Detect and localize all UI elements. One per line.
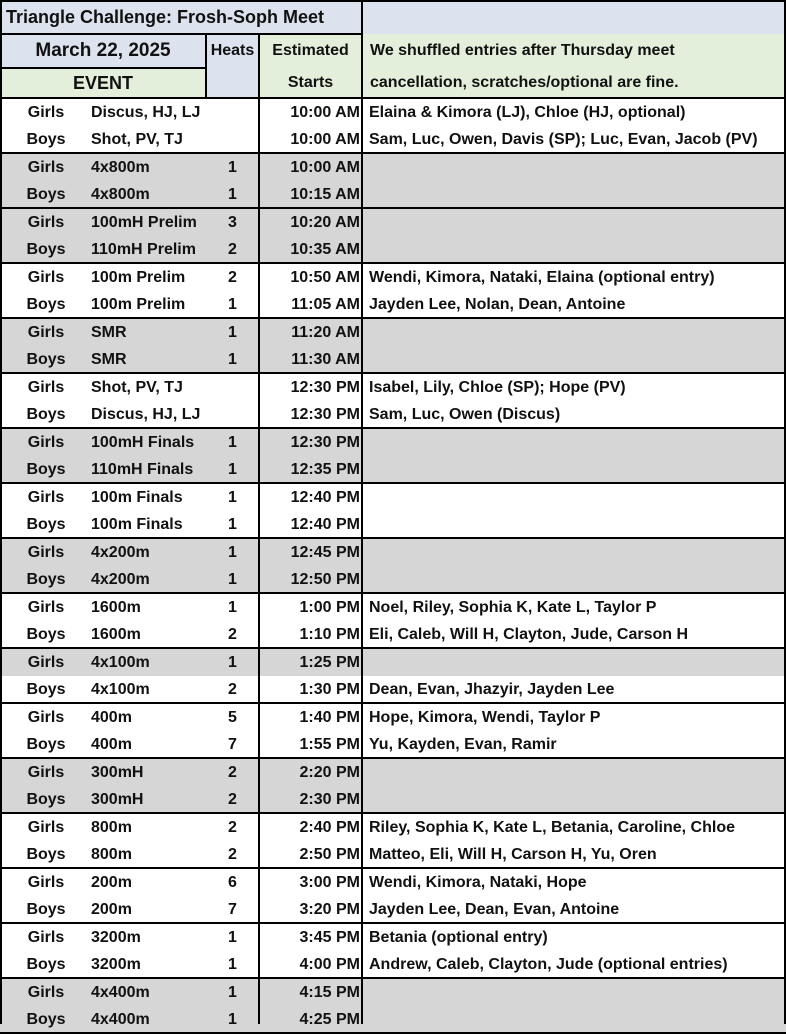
entries-cell xyxy=(369,1006,783,1033)
header-vrule-starts xyxy=(361,0,363,98)
entries-cell: Yu, Kayden, Evan, Ramir xyxy=(369,736,557,753)
heats-cell: 2 xyxy=(228,626,237,643)
gender-cell: Boys xyxy=(26,131,66,148)
heats-cell: 1 xyxy=(228,654,237,671)
start-time-cell: 3:20 PM xyxy=(299,901,360,918)
start-time-cell: 1:55 PM xyxy=(299,736,360,753)
heats-cell: 1 xyxy=(228,1011,237,1028)
heats-cell: 2 xyxy=(228,819,237,836)
page-title: Triangle Challenge: Frosh-Soph Meet xyxy=(6,6,325,27)
heats-cell xyxy=(206,401,259,428)
entries-cell: Sam, Luc, Owen, Davis (SP); Luc, Evan, Jacob (PV) xyxy=(369,131,758,148)
starts-column-header: Starts xyxy=(287,74,334,91)
gender-cell: Boys xyxy=(26,956,66,973)
entries-cell xyxy=(369,181,783,208)
heats-cell: 7 xyxy=(228,736,237,753)
event-cell: 200m xyxy=(91,874,132,891)
gender-cell: Girls xyxy=(27,764,65,781)
event-cell: 4x100m xyxy=(91,654,150,671)
start-time-cell: 12:50 PM xyxy=(290,571,360,588)
entries-cell: Matteo, Eli, Will H, Carson H, Yu, Oren xyxy=(369,846,657,863)
heats-cell: 1 xyxy=(228,516,237,533)
start-time-cell: 1:40 PM xyxy=(299,709,360,726)
gender-cell: Boys xyxy=(26,461,66,478)
gender-cell: Girls xyxy=(27,324,65,341)
start-time-cell: 10:00 AM xyxy=(290,131,360,148)
gender-cell: Girls xyxy=(27,599,65,616)
heats-cell: 2 xyxy=(228,791,237,808)
heats-cell: 2 xyxy=(228,764,237,781)
start-time-cell: 12:40 PM xyxy=(290,489,360,506)
start-time-cell: 12:30 PM xyxy=(290,434,360,451)
entries-cell xyxy=(369,759,783,786)
entries-cell: Dean, Evan, Jhazyir, Jayden Lee xyxy=(369,681,615,698)
start-time-cell: 11:05 AM xyxy=(291,296,360,313)
entries-cell xyxy=(369,649,783,676)
event-cell: 110mH Prelim xyxy=(91,241,196,258)
gender-cell: Boys xyxy=(26,846,66,863)
heats-cell: 1 xyxy=(228,571,237,588)
entries-cell xyxy=(369,154,783,181)
gender-cell: Boys xyxy=(26,901,66,918)
start-time-cell: 12:30 PM xyxy=(290,379,360,396)
gender-cell: Girls xyxy=(27,489,65,506)
start-time-cell: 10:20 AM xyxy=(290,214,360,231)
event-cell: 100m Prelim xyxy=(91,269,186,286)
entries-cell: Jayden Lee, Dean, Evan, Antoine xyxy=(369,901,620,918)
header-heats-cell xyxy=(206,34,259,68)
start-time-cell: 3:45 PM xyxy=(299,929,360,946)
entries-cell: Isabel, Lily, Chloe (SP); Hope (PV) xyxy=(369,379,626,396)
start-time-cell: 10:15 AM xyxy=(290,186,360,203)
event-cell: Shot, PV, TJ xyxy=(91,379,183,396)
event-cell: 4x800m xyxy=(91,159,150,176)
entries-cell: Eli, Caleb, Will H, Clayton, Jude, Carson H xyxy=(369,626,689,643)
start-time-cell: 1:25 PM xyxy=(299,654,360,671)
heats-cell: 1 xyxy=(228,351,237,368)
gender-cell: Girls xyxy=(27,434,65,451)
start-time-cell: 4:15 PM xyxy=(299,984,360,1001)
start-time-cell: 11:20 AM xyxy=(291,324,360,341)
entries-cell xyxy=(369,236,783,263)
heats-cell: 2 xyxy=(228,681,237,698)
header-top-right-cell xyxy=(362,0,786,34)
event-cell: 110mH Finals xyxy=(91,461,194,478)
event-cell: 4x400m xyxy=(91,1011,150,1028)
gender-cell: Boys xyxy=(26,516,66,533)
gender-cell: Boys xyxy=(26,626,66,643)
entries-cell: Elaina & Kimora (LJ), Chloe (HJ, optional) xyxy=(369,104,686,121)
gender-cell: Boys xyxy=(26,186,66,203)
gender-cell: Boys xyxy=(26,736,66,753)
entries-cell: Sam, Luc, Owen (Discus) xyxy=(369,406,561,423)
entries-cell xyxy=(369,786,783,813)
note-line-1: We shuffled entries after Thursday meet xyxy=(370,42,675,59)
body-vrule-starts-end xyxy=(361,98,363,1024)
heats-cell xyxy=(206,126,259,153)
start-time-cell: 2:20 PM xyxy=(299,764,360,781)
event-cell: 4x400m xyxy=(91,984,150,1001)
event-column-header: EVENT xyxy=(72,72,133,93)
event-cell: 400m xyxy=(91,736,132,753)
start-time-cell: 1:10 PM xyxy=(299,626,360,643)
event-cell: 100mH Finals xyxy=(91,434,195,451)
event-cell: SMR xyxy=(91,324,127,341)
start-time-cell: 2:30 PM xyxy=(299,791,360,808)
event-cell: 100mH Prelim xyxy=(91,214,197,231)
start-time-cell: 1:00 PM xyxy=(299,599,360,616)
entries-cell xyxy=(369,456,783,483)
start-time-cell: 10:00 AM xyxy=(290,159,360,176)
gender-cell: Girls xyxy=(27,379,65,396)
start-time-cell: 4:00 PM xyxy=(299,956,360,973)
event-cell: 400m xyxy=(91,709,132,726)
gender-cell: Girls xyxy=(27,104,65,121)
header-starts-cell xyxy=(259,68,362,98)
gender-cell: Boys xyxy=(26,296,66,313)
header-note-line2-cell xyxy=(362,68,786,98)
event-cell: 4x200m xyxy=(91,571,150,588)
gender-cell: Girls xyxy=(27,984,65,1001)
gender-cell: Boys xyxy=(26,571,66,588)
event-cell: Discus, HJ, LJ xyxy=(91,406,201,423)
header-event-cell xyxy=(0,68,206,98)
start-time-cell: 10:35 AM xyxy=(290,241,360,258)
entries-cell xyxy=(369,511,783,538)
heats-cell: 1 xyxy=(228,434,237,451)
event-cell: Discus, HJ, LJ xyxy=(91,104,201,121)
heats-cell: 1 xyxy=(228,544,237,561)
entries-cell: Jayden Lee, Nolan, Dean, Antoine xyxy=(369,296,626,313)
start-time-cell: 10:00 AM xyxy=(290,104,360,121)
gender-cell: Girls xyxy=(27,159,65,176)
meet-date: March 22, 2025 xyxy=(35,40,171,61)
heats-cell xyxy=(206,374,259,401)
start-time-cell: 12:40 PM xyxy=(290,516,360,533)
gender-cell: Girls xyxy=(27,269,65,286)
start-time-cell: 1:30 PM xyxy=(299,681,360,698)
gender-cell: Boys xyxy=(26,351,66,368)
start-time-cell: 2:40 PM xyxy=(299,819,360,836)
header-vrule-date xyxy=(205,33,207,98)
body-vrule-left xyxy=(0,98,2,1024)
start-time-cell: 11:30 AM xyxy=(291,351,360,368)
header-rule-2 xyxy=(0,67,206,69)
gender-cell: Girls xyxy=(27,929,65,946)
heats-cell: 1 xyxy=(228,984,237,1001)
heats-cell: 2 xyxy=(228,241,237,258)
event-cell: 100m Finals xyxy=(91,516,183,533)
gender-cell: Girls xyxy=(27,214,65,231)
heats-cell: 5 xyxy=(228,709,237,726)
start-time-cell: 12:35 PM xyxy=(290,461,360,478)
entries-cell: Wendi, Kimora, Nataki, Hope xyxy=(369,874,587,891)
event-cell: 3200m xyxy=(91,929,141,946)
event-cell: 4x100m xyxy=(91,681,150,698)
header-rule-top xyxy=(0,0,786,2)
gender-cell: Boys xyxy=(26,681,66,698)
entries-cell: Hope, Kimora, Wendi, Taylor P xyxy=(369,709,601,726)
gender-cell: Girls xyxy=(27,709,65,726)
header-estimated-cell xyxy=(259,34,362,68)
note-line-2: cancellation, scratches/optional are fine. xyxy=(370,74,679,91)
gender-cell: Boys xyxy=(26,791,66,808)
header-rule-1 xyxy=(0,33,362,35)
heats-cell: 7 xyxy=(228,901,237,918)
entries-cell: Riley, Sophia K, Kate L, Betania, Caroline, Chloe xyxy=(369,819,735,836)
entries-cell xyxy=(369,429,783,456)
event-cell: 200m xyxy=(91,901,132,918)
gender-cell: Girls xyxy=(27,819,65,836)
header-note-line1-cell xyxy=(362,34,786,68)
heats-cell: 1 xyxy=(228,296,237,313)
event-cell: 100m Finals xyxy=(91,489,183,506)
gender-cell: Girls xyxy=(27,544,65,561)
event-cell: SMR xyxy=(91,351,127,368)
gender-cell: Boys xyxy=(26,406,66,423)
heats-cell: 1 xyxy=(228,159,237,176)
estimated-column-header: Estimated xyxy=(272,42,349,59)
heats-cell: 1 xyxy=(228,324,237,341)
header-title-cell xyxy=(0,0,362,34)
heats-cell: 1 xyxy=(228,186,237,203)
header-vrule-left xyxy=(0,0,2,98)
start-time-cell: 12:30 PM xyxy=(290,406,360,423)
heats-cell: 1 xyxy=(228,929,237,946)
body-vrule-heats-end xyxy=(258,98,260,1024)
event-cell: 800m xyxy=(91,819,132,836)
start-time-cell: 10:50 AM xyxy=(290,269,360,286)
entries-cell xyxy=(369,484,783,511)
event-cell: 100m Prelim xyxy=(91,296,186,313)
entries-cell: Betania (optional entry) xyxy=(369,929,548,946)
start-time-cell: 4:25 PM xyxy=(299,1011,360,1028)
event-cell: 4x200m xyxy=(91,544,150,561)
heats-cell: 1 xyxy=(228,461,237,478)
header-date-cell xyxy=(0,34,206,68)
entries-cell xyxy=(369,539,783,566)
heats-cell: 1 xyxy=(228,956,237,973)
entries-cell xyxy=(369,566,783,593)
entries-cell xyxy=(369,319,783,346)
event-cell: 3200m xyxy=(91,956,141,973)
heats-cell: 2 xyxy=(228,269,237,286)
heats-cell: 6 xyxy=(228,874,237,891)
heats-cell: 1 xyxy=(228,599,237,616)
event-cell: 800m xyxy=(91,846,132,863)
event-cell: 1600m xyxy=(91,599,141,616)
heats-cell xyxy=(206,99,259,126)
heats-cell: 2 xyxy=(228,846,237,863)
entries-cell: Andrew, Caleb, Clayton, Jude (optional entries) xyxy=(369,956,728,973)
start-time-cell: 3:00 PM xyxy=(299,874,360,891)
heats-cell: 3 xyxy=(228,214,237,231)
header-vrule-heats xyxy=(258,33,260,98)
entries-cell xyxy=(369,979,783,1006)
entries-cell xyxy=(369,209,783,236)
start-time-cell: 12:45 PM xyxy=(290,544,360,561)
gender-cell: Girls xyxy=(27,874,65,891)
event-cell: 4x800m xyxy=(91,186,150,203)
event-cell: 1600m xyxy=(91,626,141,643)
entries-cell: Wendi, Kimora, Nataki, Elaina (optional entry) xyxy=(369,269,715,286)
gender-cell: Boys xyxy=(26,241,66,258)
heats-cell: 1 xyxy=(228,489,237,506)
heats-column-header: Heats xyxy=(210,42,255,59)
event-cell: Shot, PV, TJ xyxy=(91,131,183,148)
gender-cell: Boys xyxy=(26,1011,66,1028)
gender-cell: Girls xyxy=(27,654,65,671)
header-heats-lower-cell xyxy=(206,68,259,98)
event-cell: 300mH xyxy=(91,791,144,808)
entries-cell: Noel, Riley, Sophia K, Kate L, Taylor P xyxy=(369,599,657,616)
entries-cell xyxy=(369,346,783,373)
start-time-cell: 2:50 PM xyxy=(299,846,360,863)
event-cell: 300mH xyxy=(91,764,144,781)
